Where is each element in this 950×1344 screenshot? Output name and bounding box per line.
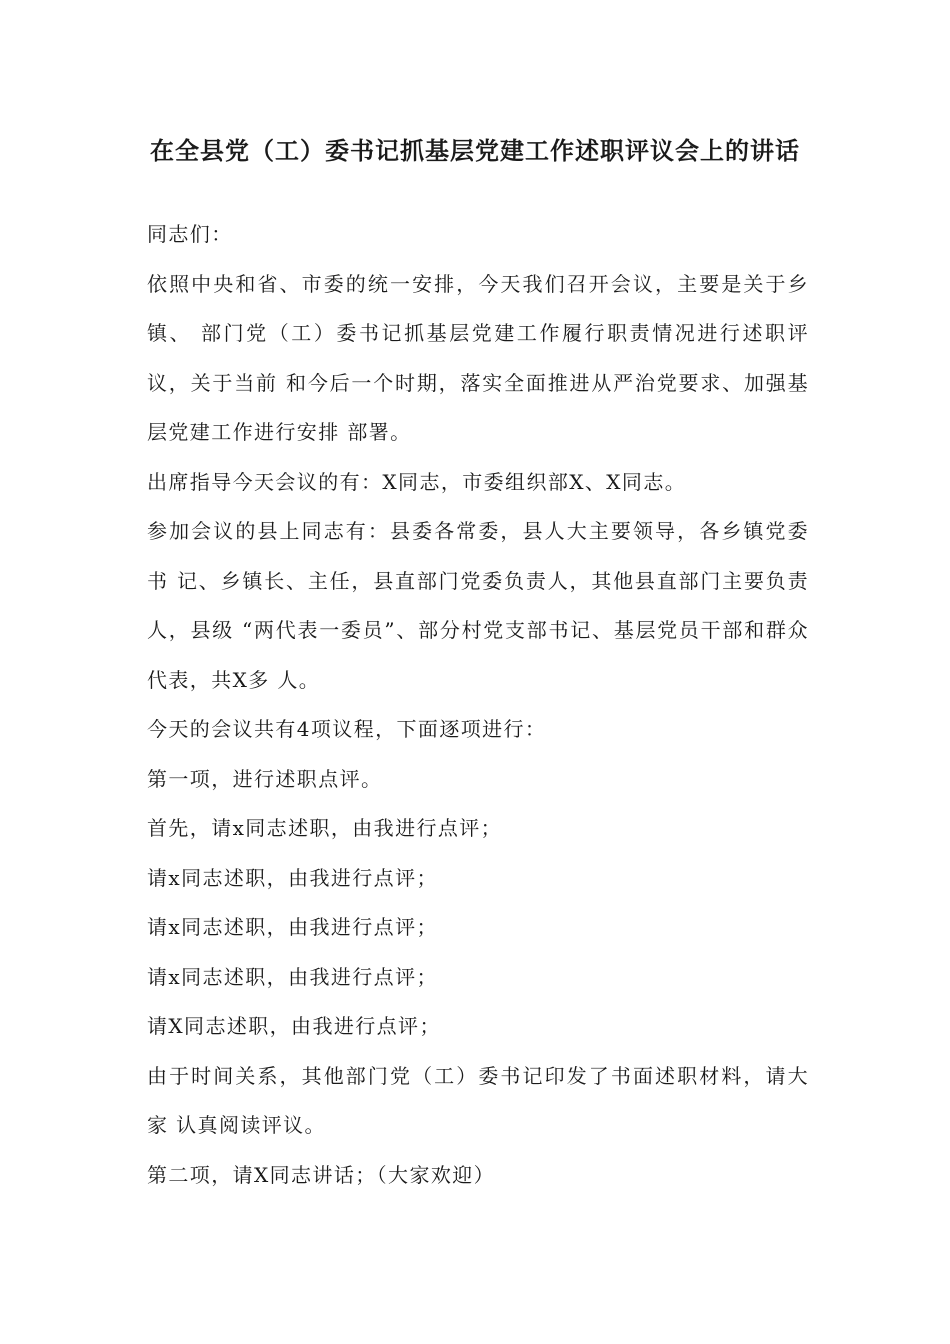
attendees-guide-paragraph: 出席指导今天会议的有：X同志，市委组织部X、X同志。 (147, 469, 687, 494)
document-body (147, 210, 809, 1200)
report-paragraph: 请x同志述职，由我进行点评； (147, 915, 438, 939)
attendees-county-paragraph: 参加会议的县上同志有：县委各常委，县人大主要领导，各乡镇党委书 记、乡镇长、主任，县直部门党委负责人，其他县直部门主要负责人，县级 “两代表一委员”、部分村党支部书记、基层党员干部和群众代表，共X多 人。 (147, 519, 809, 692)
report-paragraph: 请x同志述职，由我进行点评； (147, 865, 438, 890)
document-title: 在全县党（工）委书记抓基层党建工作述职评议会上的讲话 (150, 137, 800, 165)
report-paragraph: 请X同志述职，由我进行点评； (147, 1014, 441, 1038)
report-paragraph: 请x同志述职，由我进行点评； (147, 964, 438, 989)
agenda-item-2-paragraph: 第二项，请X同志讲话；（大家欢迎） (147, 1162, 496, 1187)
report-paragraph: 首先，请x同志述职，由我进行点评； (147, 816, 503, 840)
agenda-intro-paragraph: 今天的会议共有4项议程，下面逐项进行： (147, 717, 547, 741)
salutation-paragraph: 同志们： (147, 222, 233, 246)
written-report-paragraph: 由于时间关系，其他部门党（工）委书记印发了书面述职材料，请大家 认真阅读评议。 (147, 1063, 809, 1137)
opening-paragraph: 依照中央和省、市委的统一安排，今天我们召开会议，主要是关于乡镇、 部门党（工）委书记抓基层党建工作履行职责情况进行述职评议，关于当前 和今后一个时期，落实全面推进从严治党要求、加强基层党建工作进行安排 部署。 (147, 271, 809, 444)
agenda-item-1-paragraph: 第一项，进行述职点评。 (147, 766, 383, 791)
